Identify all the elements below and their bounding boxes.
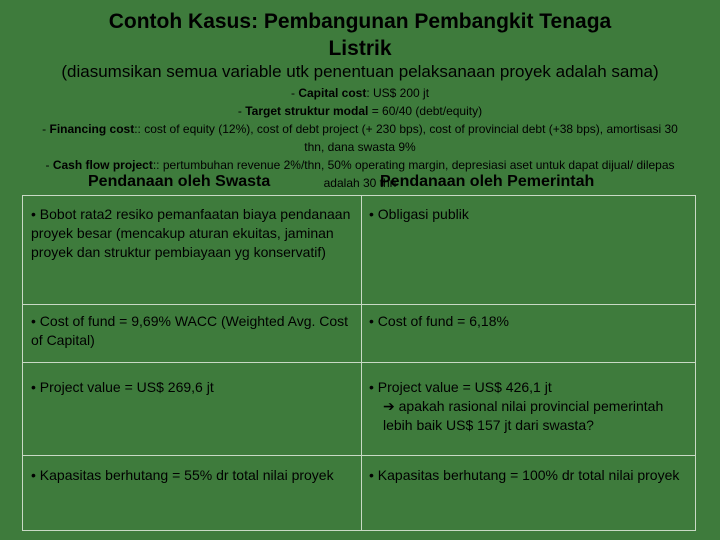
table-cell-swasta: • Project value = US$ 269,6 jt bbox=[31, 379, 214, 395]
capital-cost-value: : US$ 200 jt bbox=[366, 86, 430, 100]
row-divider bbox=[23, 362, 695, 363]
slide-title bbox=[0, 8, 720, 62]
table-cell-swasta: • Cost of fund = 9,69% WACC (Weighted Avg. Cost of Capital) bbox=[31, 313, 349, 348]
financing-label: Financing cost bbox=[49, 122, 135, 136]
project-value-note bbox=[369, 397, 689, 435]
row-divider bbox=[23, 455, 695, 456]
table-cell-pemerintah bbox=[369, 378, 689, 435]
comparison-table bbox=[22, 195, 696, 531]
title-line-2: Listrik bbox=[328, 37, 392, 60]
capital-cost-line: - Capital cost: US$ 200 jt bbox=[290, 86, 430, 100]
target-value: = 60/40 (debt/equity) bbox=[368, 104, 483, 118]
target-line: - Target struktur modal = 60/40 (debt/equity) bbox=[237, 104, 483, 118]
financing-line: - Financing cost:: cost of equity (12%), cost of debt project (+ 230 bps), cost of provincial debt (+38 bps), amortisasi 30 thn, dana swasta 9% bbox=[42, 122, 678, 154]
table-cell-pemerintah: • Obligasi publik bbox=[369, 206, 469, 222]
table-cell-swasta: • Bobot rata2 resiko pemanfaatan biaya pendanaan proyek besar (mencakup aturan ekuitas, jaminan proyek dan struktur pembiayaan yg konservatif) bbox=[31, 206, 351, 260]
table-cell-pemerintah: • Cost of fund = 6,18% bbox=[369, 313, 509, 329]
row-divider bbox=[23, 304, 695, 305]
table-cell-pemerintah: • Kapasitas berhutang = 100% dr total nilai proyek bbox=[369, 467, 680, 483]
cashflow-label: Cash flow project bbox=[52, 158, 153, 172]
column-header-swasta: Pendanaan oleh Swasta bbox=[88, 173, 271, 190]
arrow-right-icon: ➔ bbox=[383, 398, 399, 414]
cashflow-line: - Cash flow project:: pertumbuhan revenue 2%/thn, 50% operating margin, depresiasi aset untuk dapat dijual/ dilepas adalah 30 thn bbox=[45, 158, 675, 190]
project-value-note-text: apakah rasional nilai provincial pemerintah lebih baik US$ 157 jt dari swasta? bbox=[383, 398, 664, 433]
cashflow-value: :: pertumbuhan revenue 2%/thn, 50% operating margin, depresiasi aset untuk dapat dijual/ dilepas adalah 30 thn bbox=[152, 158, 675, 190]
table-cell-swasta: • Kapasitas berhutang = 55% dr total nilai proyek bbox=[31, 467, 334, 483]
slide-subtitle: (diasumsikan semua variable utk penentuan pelaksanaan proyek adalah sama) bbox=[61, 62, 659, 81]
column-divider bbox=[361, 196, 362, 530]
financing-value: :: cost of equity (12%), cost of debt project (+ 230 bps), cost of provincial debt (+38 bps), amortisasi 30 thn, dana swasta 9% bbox=[134, 122, 678, 154]
project-value-pemerintah: • Project value = US$ 426,1 jt bbox=[369, 379, 552, 395]
capital-cost-label: Capital cost bbox=[298, 86, 367, 100]
title-line-1: Contoh Kasus: Pembangunan Pembangkit Tenaga bbox=[108, 10, 612, 33]
target-label: Target struktur modal bbox=[245, 104, 369, 118]
column-header-pemerintah: Pendanaan oleh Pemerintah bbox=[380, 173, 595, 190]
